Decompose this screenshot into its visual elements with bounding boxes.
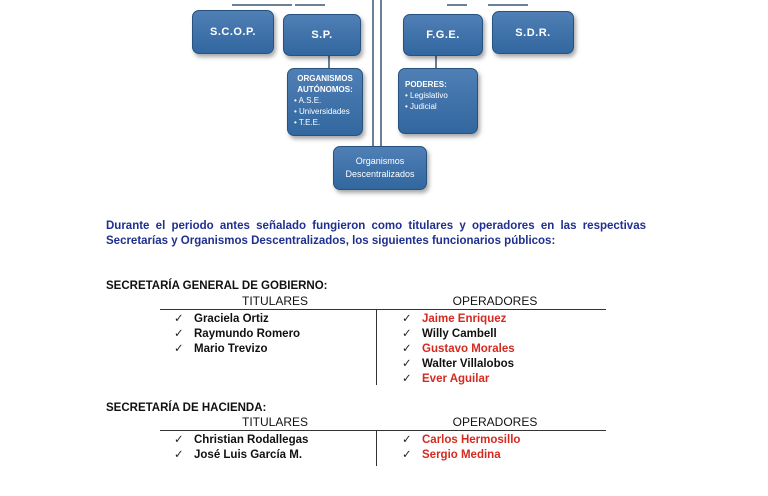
check-icon: ✓: [174, 328, 184, 340]
operadores-header: OPERADORES: [452, 415, 538, 429]
check-icon: ✓: [402, 449, 412, 461]
connector-line: [380, 0, 382, 152]
org-node-label: S.D.R.: [515, 26, 551, 39]
table-rule: [160, 309, 606, 310]
connector-line: [295, 4, 325, 6]
connector-line: [447, 4, 467, 6]
operador-name: ✓ Sergio Medina: [402, 449, 501, 461]
check-icon: ✓: [402, 328, 412, 340]
org-node-label: S.P.: [311, 29, 333, 41]
org-node-title: PODERES:: [405, 80, 447, 89]
operador-name: ✓ Jaime Enriquez: [402, 313, 507, 325]
titular-name: ✓ Graciela Ortiz: [174, 313, 269, 325]
org-node-descentralizados: [333, 146, 427, 190]
connector-line: [328, 55, 330, 69]
check-icon: ✓: [174, 313, 184, 325]
check-icon: ✓: [402, 313, 412, 325]
operador-name: ✓ Walter Villalobos: [402, 358, 515, 370]
column-divider: [376, 309, 377, 385]
org-node-scop: [192, 10, 274, 54]
intro-paragraph: Durante el periodo antes señalado fungieron como titulares y operadores en las respectivas Secretarías y Organismos Descentralizados, los siguientes funcionarios públicos:: [106, 220, 646, 247]
org-node-organismos-autonomos: [287, 68, 363, 136]
org-node-sdr: [492, 11, 574, 54]
check-icon: ✓: [174, 434, 184, 446]
check-icon: ✓: [402, 373, 412, 385]
operador-name: ✓ Willy Cambell: [402, 328, 497, 340]
titulares-header: TITULARES: [241, 415, 308, 429]
org-node-label: Descentralizados: [345, 169, 415, 179]
operador-name: ✓ Ever Aguilar: [402, 373, 490, 385]
operadores-header: OPERADORES: [452, 294, 538, 308]
titulares-header: TITULARES: [241, 294, 308, 308]
operador-name: ✓ Carlos Hermosillo: [402, 434, 521, 446]
org-node-item: • Universidades: [294, 107, 350, 116]
org-node-sp: [283, 14, 361, 56]
check-icon: ✓: [402, 358, 412, 370]
section-title: SECRETARÍA GENERAL DE GOBIERNO:: [106, 280, 328, 292]
org-node-item: • Legislativo: [405, 91, 448, 100]
titular-name: ✓ Mario Trevizo: [174, 343, 268, 355]
check-icon: ✓: [402, 343, 412, 355]
org-node-poderes: [398, 68, 478, 134]
org-node-title: ORGANISMOS AUTÓNOMOS:: [297, 74, 353, 94]
org-node-label: S.C.O.P.: [210, 26, 256, 38]
check-icon: ✓: [402, 434, 412, 446]
org-node-item: • T.E.E.: [294, 118, 321, 127]
check-icon: ✓: [174, 343, 184, 355]
org-node-label: F.G.E.: [426, 29, 460, 41]
org-node-item: • Judicial: [405, 102, 437, 111]
titular-name: ✓ Christian Rodallegas: [174, 434, 309, 446]
section-title: SECRETARÍA DE HACIENDA:: [106, 402, 267, 414]
titular-name: ✓ José Luis García M.: [174, 449, 303, 461]
operador-name: ✓ Gustavo Morales: [402, 343, 515, 355]
table-rule: [160, 430, 606, 431]
org-node-label: Organismos: [355, 156, 405, 166]
org-node-fge: [403, 14, 483, 56]
titular-name: ✓ Raymundo Romero: [174, 328, 301, 340]
connector-line: [435, 55, 437, 69]
org-node-item: • A.S.E.: [294, 96, 322, 105]
check-icon: ✓: [174, 449, 184, 461]
connector-line: [372, 0, 374, 152]
connector-line: [488, 4, 528, 6]
column-divider: [376, 430, 377, 466]
connector-line: [232, 4, 292, 6]
